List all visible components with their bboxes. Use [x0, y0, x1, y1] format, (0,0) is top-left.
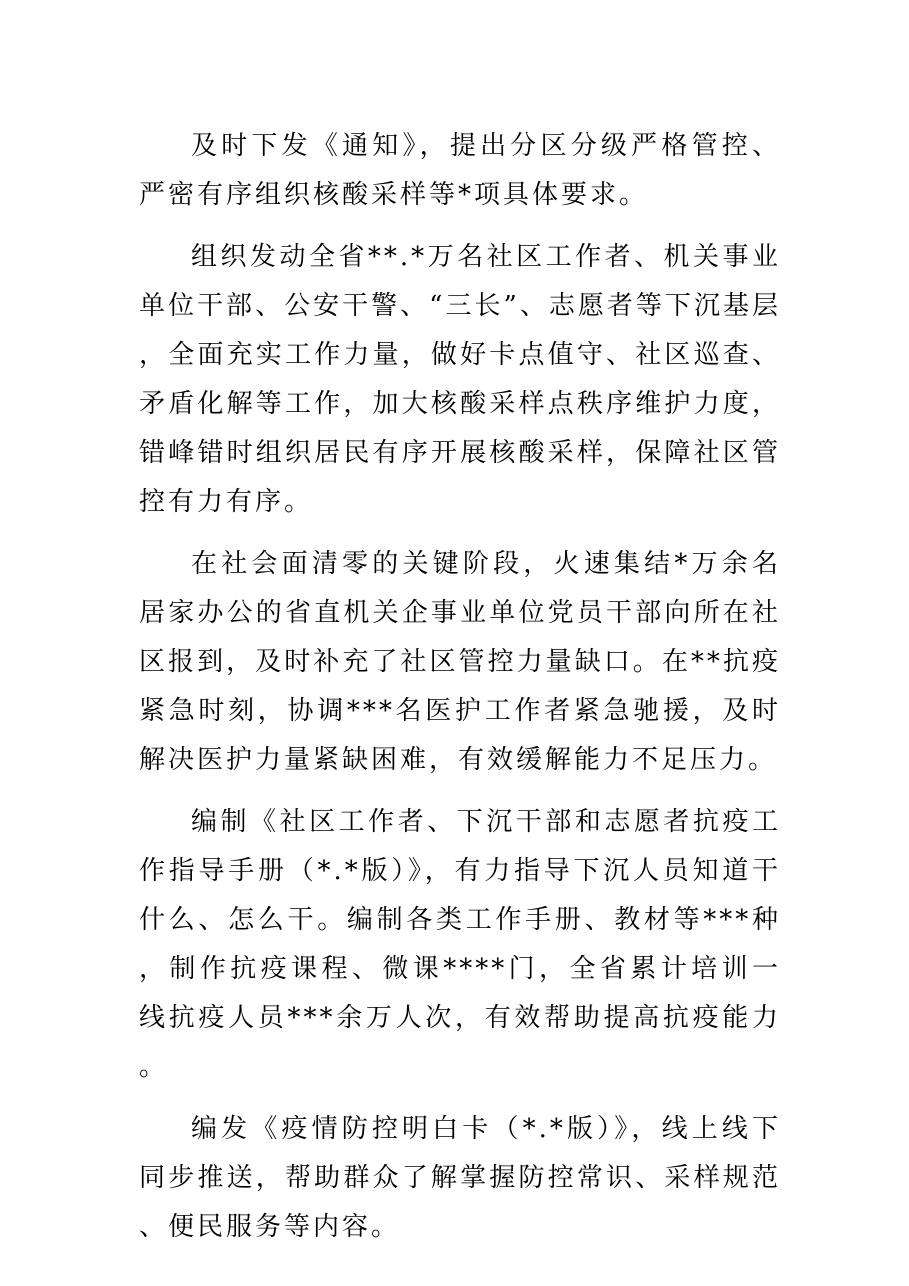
paragraph-reinforcement: 在社会面清零的关键阶段，火速集结*万余名居家办公的省直机关企事业单位党员干部向所在社区报到，及时补充了社区管控力量缺口。在**抗疫紧急时刻，协调***名医护工作者紧急驰援，及时解决医护力量紧缺困难，有效缓解能力不足压力。	[139, 549, 781, 775]
paragraph-handbook: 编制《社区工作者、下沉干部和志愿者抗疫工作指导手册（*.*版）》，有力指导下沉人员知道干什么、怎么干。编制各类工作手册、教材等***种，制作抗疫课程、微课****门，全省累计培训一线抗疫人员***余万人次，有效帮助提高抗疫能力。	[139, 807, 781, 1082]
document-body	[139, 122, 781, 1252]
paragraph-mobilization: 组织发动全省**.*万名社区工作者、机关事业单位干部、公安干警、“三长”、志愿者等下沉基层，全面充实工作力量，做好卡点值守、社区巡查、矛盾化解等工作，加大核酸采样点秩序维护力度，错峰错时组织居民有序开展核酸采样，保障社区管控有力有序。	[139, 242, 781, 517]
paragraph-guide-card: 编发《疫情防控明白卡（*.*版）》，线上线下同步推送，帮助群众了解掌握防控常识、采样规范、便民服务等内容。	[139, 1114, 781, 1242]
paragraph-notice: 及时下发《通知》，提出分区分级严格管控、严密有序组织核酸采样等*项具体要求。	[139, 131, 781, 210]
